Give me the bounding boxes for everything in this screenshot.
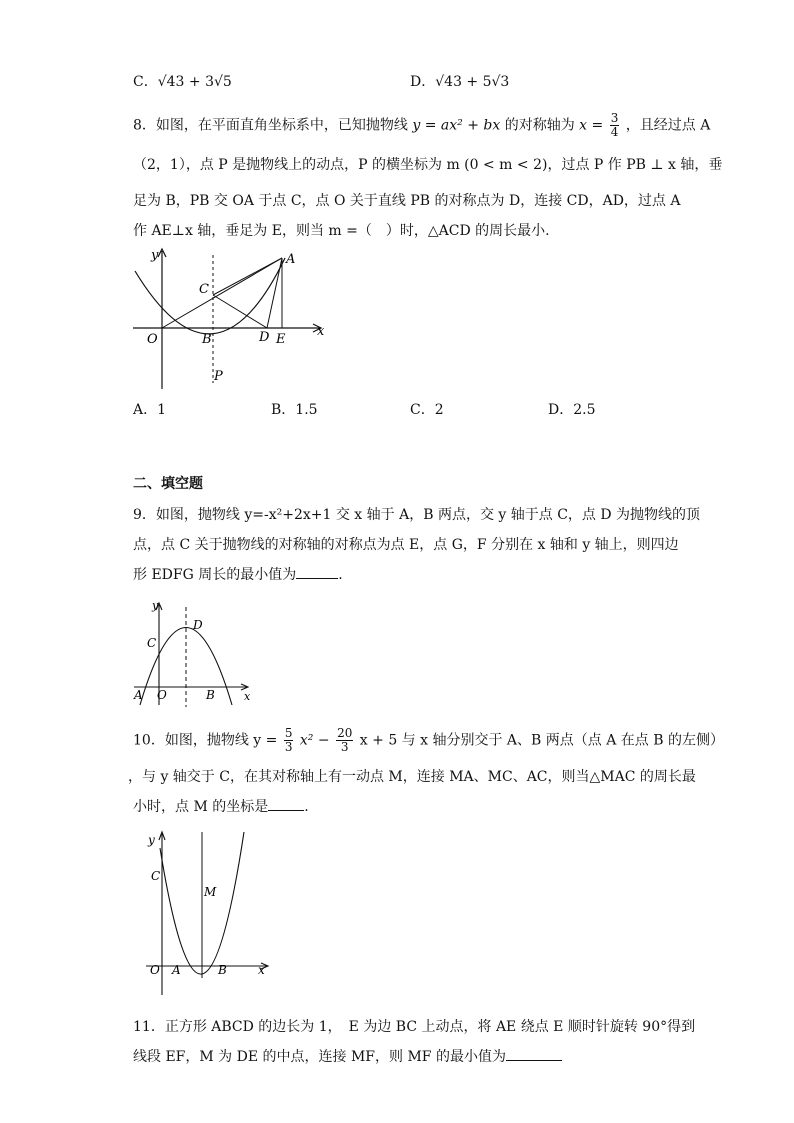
q9-label-b: B <box>206 688 215 702</box>
q10-label-o: O <box>150 963 160 977</box>
q9-line-2: 点，点 C 关于抛物线的对称轴的对称点为点 E，点 G，F 分别在 x 轴和 y 轴上，则四边 <box>133 537 679 553</box>
q8-axis-lhs: x = <box>579 117 604 134</box>
q10-line-3-text: 小时，点 M 的坐标是 <box>133 799 269 815</box>
q7-option-c-label: C． <box>133 74 158 90</box>
q8-parabola-eq: y = ax² + bx <box>412 117 501 134</box>
q9-line-3-end: . <box>338 567 343 583</box>
q8-segment-cd <box>213 295 267 328</box>
q8-axis-fraction <box>610 112 620 139</box>
q10-label-b: B <box>218 963 227 977</box>
q8-label-o: O <box>147 332 158 347</box>
q7-option-c-value: √43 + 3√5 <box>157 74 232 90</box>
q11-line-2-text: 线段 EF，M 为 DE 的中点，连接 MF，则 MF 的最小值为 <box>133 1049 506 1065</box>
q8-segment-ad <box>267 258 282 328</box>
q8-line-2: （2，1），点 P 是抛物线上的动点，P 的横坐标为 m (0 < m < 2)，过点 P 作 PB ⊥ x 轴，垂 <box>133 157 723 173</box>
q10-label-x: x <box>258 963 265 977</box>
q8-line-4: 作 AE⊥x 轴，垂足为 E，则当 m =（ ）时，△ACD 的周长最小. <box>133 223 550 239</box>
q9-answer-blank <box>296 578 338 579</box>
q9-label-o: O <box>157 688 167 702</box>
q8-option-b: B．1.5 <box>271 402 318 418</box>
q8-label-a: A <box>286 252 296 267</box>
q8-line-1 <box>133 112 710 139</box>
q9-label-x: x <box>244 690 251 703</box>
q11-line-1: 11．正方形 ABCD 的边长为 1， E 为边 BC 上动点，将 AE 绕点 E 顺时针旋转 90°得到 <box>133 1019 696 1035</box>
q10-fraction-1 <box>284 727 294 754</box>
q10-line-3-end: . <box>304 799 309 815</box>
q9-label-y: y <box>152 599 159 612</box>
section-heading-fill-in: 二、填空题 <box>133 476 203 492</box>
q10-line-2: ，与 y 轴交于 C，在其对称轴上有一动点 M，连接 MA、MC、AC，则当△MAC 的周长最 <box>128 769 696 785</box>
q9-figure <box>128 595 258 710</box>
q9-line-1: 9．如图，抛物线 y=-x²+2x+1 交 x 轴于 A，B 两点，交 y 轴于点 C，点 D 为抛物线的顶 <box>133 507 701 523</box>
q7-option-d-value: √43 + 5√3 <box>435 74 510 90</box>
q8-label-x: x <box>317 324 325 339</box>
q8-option-c: C．2 <box>410 402 444 418</box>
q8-label-c: C <box>199 282 209 297</box>
q8-line-3: 足为 B，PB 交 OA 于点 C，点 O 关于直线 PB 的对称点为 D，连接 CD，AD，过点 A <box>133 193 681 209</box>
q8-figure <box>125 243 335 393</box>
q8-text-b: 的对称轴为 <box>504 117 575 134</box>
q8-label-b: B <box>202 332 212 347</box>
q7-option-c <box>133 72 232 92</box>
q8-axis-den: 4 <box>610 125 619 139</box>
q8-segment-ca <box>213 258 282 295</box>
q8-axis-num: 3 <box>610 111 619 125</box>
q10-mid: x² − <box>299 732 330 749</box>
q8-text-c: ，且经过点 A <box>625 117 711 134</box>
q9-line-3 <box>133 565 343 585</box>
q10-line-3 <box>133 797 309 817</box>
q10-f1-num: 5 <box>284 726 293 740</box>
q8-text-a: 8．如图，在平面直角坐标系中，已知抛物线 <box>133 117 408 134</box>
q7-option-d <box>410 72 509 92</box>
q10-text-a: 10．如图，抛物线 y = <box>133 732 278 749</box>
q8-segment-oa <box>162 258 282 328</box>
q9-label-d: D <box>193 618 203 632</box>
q10-text-b: x + 5 与 x 轴分别交于 A、B 两点（点 A 在点 B 的左侧） <box>359 732 724 749</box>
q10-f2-num: 20 <box>337 726 353 740</box>
q10-label-m: M <box>204 885 217 899</box>
q8-label-y: y <box>151 248 159 263</box>
q11-answer-blank <box>506 1060 562 1061</box>
q9-label-c: C <box>147 636 157 650</box>
q10-answer-blank <box>268 810 304 811</box>
q8-label-p: P <box>214 369 223 384</box>
q10-f1-den: 3 <box>284 740 293 754</box>
q10-label-c: C <box>151 869 161 883</box>
q8-option-a: A．1 <box>133 402 167 418</box>
q11-line-2 <box>133 1047 562 1067</box>
q8-option-d: D．2.5 <box>548 402 596 418</box>
q7-option-d-label: D． <box>410 74 436 90</box>
q10-label-y: y <box>148 833 155 847</box>
q9-label-a: A <box>134 688 143 702</box>
q10-figure <box>140 828 280 998</box>
q10-label-a: A <box>172 963 181 977</box>
q9-line-3-text: 形 EDFG 周长的最小值为 <box>133 567 297 583</box>
q10-f2-den: 3 <box>340 740 349 754</box>
q10-fraction-2 <box>336 727 353 754</box>
q8-label-d: D <box>259 330 270 345</box>
q10-line-1 <box>133 727 724 754</box>
q8-label-e: E <box>276 332 286 347</box>
